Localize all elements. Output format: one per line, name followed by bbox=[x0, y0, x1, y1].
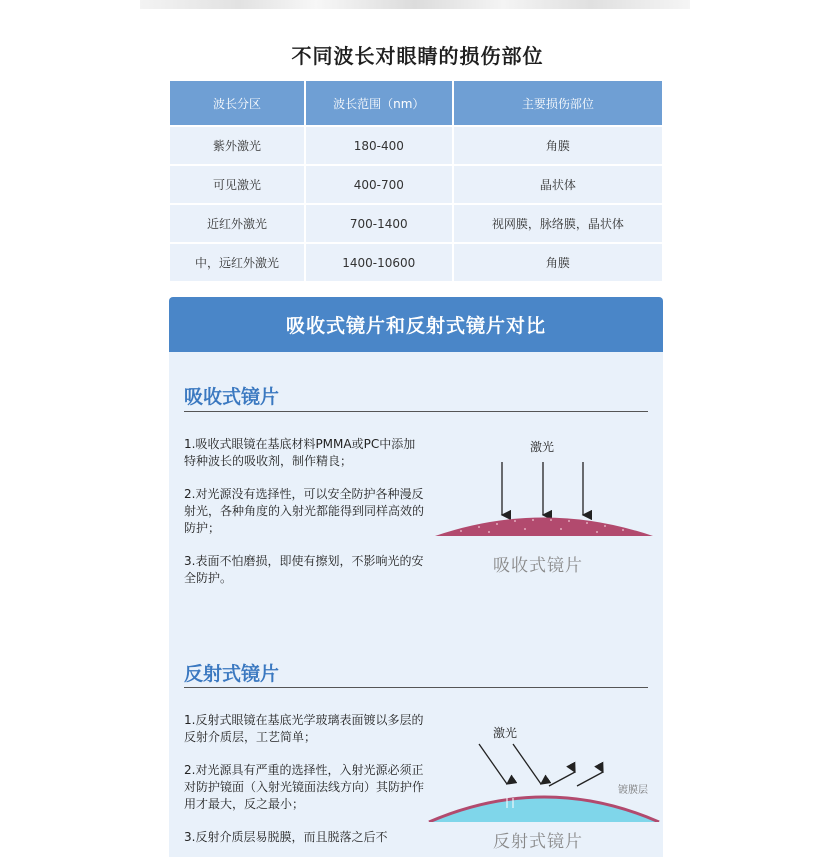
reflect-point-1: 1.反射式眼镜在基底光学玻璃表面镀以多层的反射介质层，工艺简单； bbox=[184, 713, 424, 744]
absorb-points bbox=[184, 436, 424, 603]
reflect-figure-caption: 反射式镜片 bbox=[493, 832, 583, 852]
cell-range: 180-400 bbox=[305, 126, 453, 165]
reflect-divider bbox=[184, 687, 648, 688]
top-banner-image bbox=[140, 0, 690, 9]
comparison-title: 吸收式镜片和反射式镜片对比 bbox=[169, 297, 663, 352]
absorb-laser-label: 激光 bbox=[530, 440, 555, 454]
reflect-point-3: 3.反射介质层易脱膜，而且脱落之后不 bbox=[184, 830, 388, 844]
cell-damage: 角膜 bbox=[453, 243, 662, 281]
table-row bbox=[170, 204, 662, 243]
table-header-row bbox=[170, 81, 662, 126]
coating-label: 镀膜层 bbox=[618, 785, 648, 796]
reflect-section-title: 反射式镜片 bbox=[184, 663, 280, 685]
absorb-lens-figure bbox=[431, 457, 661, 542]
absorb-point-3: 3.表面不怕磨损，即使有擦划，不影响光的安全防护。 bbox=[184, 554, 424, 585]
table-row bbox=[170, 243, 662, 281]
reflect-laser-label: 激光 bbox=[493, 726, 518, 740]
cell-band: 可见激光 bbox=[170, 165, 305, 204]
cell-damage: 角膜 bbox=[453, 126, 662, 165]
header-band: 波长分区 bbox=[170, 81, 305, 126]
absorb-point-2: 2.对光源没有选择性，可以安全防护各种漫反射光，各种角度的入射光都能得到同样高效的防护； bbox=[184, 487, 425, 535]
table-title: 不同波长对眼睛的损伤部位 bbox=[291, 44, 544, 68]
cell-damage: 晶状体 bbox=[453, 165, 662, 204]
cell-range: 700-1400 bbox=[305, 204, 453, 243]
absorb-section-title: 吸收式镜片 bbox=[184, 386, 280, 408]
cell-band: 中，远红外激光 bbox=[170, 243, 305, 281]
laser-arrow bbox=[513, 744, 541, 784]
cell-band: 近红外激光 bbox=[170, 204, 305, 243]
reflected-arrow bbox=[577, 772, 603, 786]
reflected-arrow bbox=[549, 772, 575, 786]
reflect-point-2: 2.对光源具有严重的选择性，入射光源必须正对防护镜面（入射光镜面法线方向）其防护作用才最大，反之最小； bbox=[184, 763, 425, 811]
absorb-lens-shape bbox=[435, 518, 653, 537]
header-damage: 主要损伤部位 bbox=[453, 81, 662, 126]
table-row bbox=[170, 126, 662, 165]
table-row bbox=[170, 165, 662, 204]
absorb-figure-caption: 吸收式镜片 bbox=[493, 556, 583, 576]
cell-damage: 视网膜，脉络膜，晶状体 bbox=[453, 204, 662, 243]
wavelength-table bbox=[170, 81, 662, 281]
header-range: 波长范围（nm） bbox=[305, 81, 453, 126]
reflect-points bbox=[184, 712, 424, 857]
absorb-point-1: 1.吸收式眼镜在基底材料PMMA或PC中添加特种波长的吸收剂，制作精良； bbox=[184, 437, 416, 468]
cell-band: 紫外激光 bbox=[170, 126, 305, 165]
absorb-divider bbox=[184, 411, 648, 412]
lens-comparison-panel bbox=[169, 297, 663, 857]
cell-range: 1400-10600 bbox=[305, 243, 453, 281]
cell-range: 400-700 bbox=[305, 165, 453, 204]
laser-arrow bbox=[479, 744, 507, 784]
